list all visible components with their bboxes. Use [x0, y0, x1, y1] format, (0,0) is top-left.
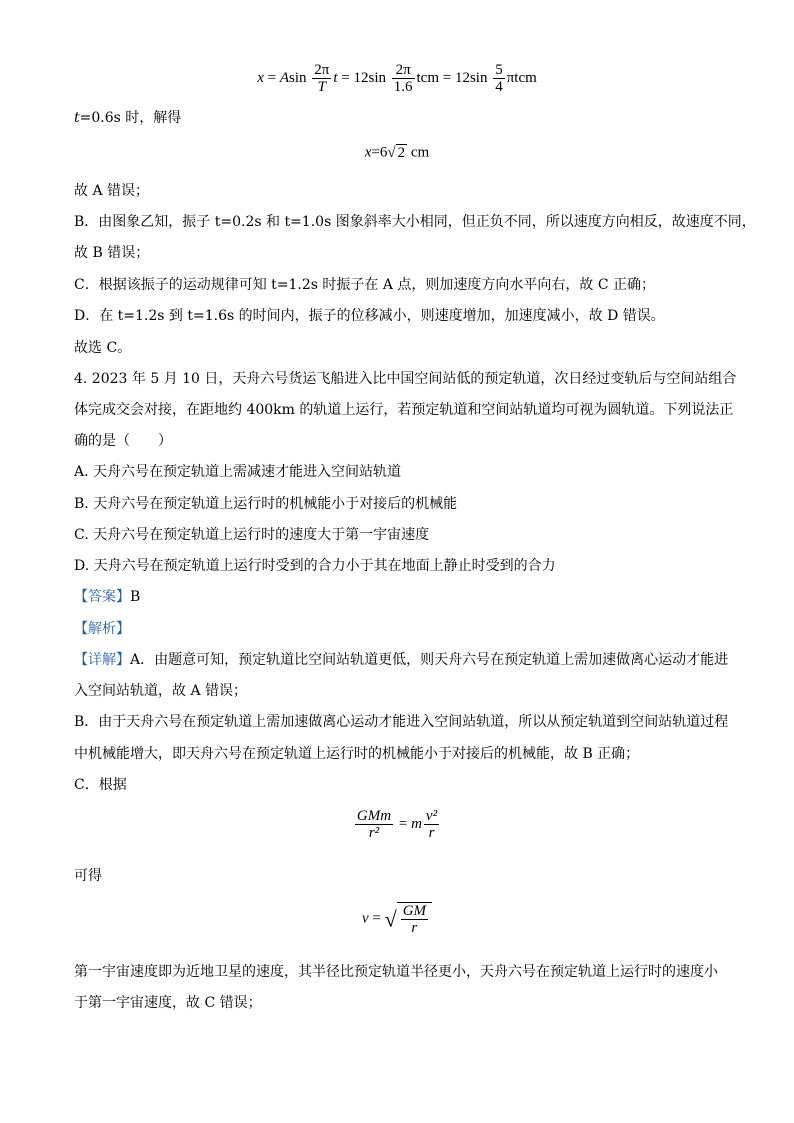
- var-A: A: [279, 69, 289, 86]
- pi-tcm-text: πtcm: [506, 69, 537, 86]
- equals-sign: =: [439, 69, 455, 86]
- detail-text: 中机械能增大，即天舟六号在预定轨道上运行时的机械能小于对接后的机械能，故 B 正确；: [74, 746, 640, 762]
- formula-velocity: [0, 902, 794, 936]
- equals-sign: =: [337, 69, 354, 86]
- sqrt-GM-over-r: √ $\frac{GM}{r}$: [385, 902, 432, 936]
- text-line: C．根据该振子的运动规律可知 t=1.2s 时振子在 A 点，则加速度方向水平向右，故 C 正确；: [74, 277, 656, 293]
- frac-den: r²: [355, 824, 393, 841]
- var-t: t: [74, 110, 80, 126]
- equals-sign: =: [263, 69, 280, 86]
- formula-gravity: [0, 808, 794, 841]
- formula-x-value: [0, 144, 794, 162]
- detail-tag: 【详解】: [74, 652, 130, 668]
- radicand: 2: [397, 145, 406, 161]
- var-t: t: [333, 69, 338, 86]
- frac-num: 5: [495, 62, 503, 78]
- answer-tag: 【答案】: [74, 589, 130, 605]
- option-d: D. 天舟六号在预定轨道上运行时受到的合力小于其在地面上静止时受到的合力: [74, 558, 556, 574]
- fraction-GMm-over-r2: [355, 808, 393, 841]
- text-line: 故选 C。: [74, 340, 132, 356]
- coef-12sin: 12sin: [454, 69, 488, 86]
- equals-sign: =: [395, 815, 412, 832]
- radicand: [397, 902, 432, 936]
- formula-displacement: [0, 62, 794, 95]
- analysis-tag: 【解析】: [74, 621, 130, 637]
- text-line: 故 B 错误；: [74, 245, 150, 261]
- option-b: B. 天舟六号在预定轨道上运行时的机械能小于对接后的机械能: [74, 496, 458, 512]
- frac-num: 2π: [314, 62, 330, 78]
- answer-line: [74, 587, 140, 607]
- frac-num: 2π: [395, 62, 411, 78]
- tcm-text: tcm: [416, 69, 439, 86]
- detail-text: C．根据: [74, 777, 127, 793]
- detail-text: B．由于天舟六号在预定轨道上需加速做离心运动才能进入空间站轨道，所以从预定轨道到空间站轨道过程: [74, 714, 729, 730]
- frac-den: 1.6: [393, 79, 413, 95]
- text-line: B．由图象乙知，振子 t=0.2s 和 t=1.0s 图象斜率大小相同，但正负不同，所以速度方向相反，故速度不同，: [74, 214, 756, 230]
- answer-value: B: [130, 589, 141, 605]
- sqrt-2: √ 2: [387, 145, 406, 161]
- fraction-5-over-4: [493, 62, 505, 95]
- line-text: =0.6s 时，解得: [79, 110, 182, 126]
- frac-den: r: [401, 919, 428, 936]
- text-line: 于第一宇宙速度，故 C 错误；: [74, 995, 262, 1011]
- fraction-GM-over-r: [401, 903, 428, 936]
- question-text: 确的是（ ）: [74, 433, 172, 449]
- question-text: 4. 2023 年 5 月 10 日，天舟六号货运飞船进入比中国空间站低的预定轨道，次日经过变轨后与空间站组合: [74, 371, 737, 387]
- text-line-t06: [74, 108, 181, 128]
- text-line: D．在 t=1.2s 到 t=1.6s 的时间内，振子的位移减小，则速度增加，加速度减小，故 D 错误。: [74, 308, 665, 324]
- fraction-v2-over-r: [424, 808, 439, 841]
- var-v: v: [361, 910, 369, 927]
- frac-num: GMm: [356, 808, 392, 824]
- frac-den: 4: [495, 79, 503, 95]
- frac-den: T: [312, 78, 331, 95]
- var-x: x: [364, 144, 372, 161]
- detail-line: [74, 650, 728, 670]
- equals-sign: =: [368, 910, 385, 927]
- var-m: m: [411, 815, 422, 832]
- detail-text: 入空间站轨道，故 A 错误；: [74, 683, 248, 699]
- option-c: C. 天舟六号在预定轨道上运行时的速度大于第一宇宙速度: [74, 527, 430, 543]
- unit-cm: cm: [407, 144, 430, 161]
- frac-num: v²: [425, 808, 438, 824]
- var-x: x: [257, 69, 264, 86]
- frac-den: r: [424, 824, 439, 841]
- text-line: 故 A 错误；: [74, 183, 150, 199]
- fraction-2pi-over-1.6: [392, 62, 415, 95]
- coef-12sin: 12sin: [353, 69, 386, 86]
- text-line: 可得: [74, 868, 102, 884]
- sin-text: sin: [289, 69, 307, 86]
- detail-text: A．由题意可知，预定轨道比空间站轨道更低，则天舟六号在预定轨道上需加速做离心运动才能进: [130, 652, 729, 668]
- frac-num: GM: [402, 903, 427, 919]
- fraction-2pi-over-T: [312, 62, 331, 95]
- formula-eq: =6: [371, 144, 388, 161]
- text-line: 第一宇宙速度即为近地卫星的速度，其半径比预定轨道半径更小，天舟六号在预定轨道上运行时的速度小: [74, 964, 718, 980]
- question-text: 体完成交会对接，在距地约 400km 的轨道上运行，若预定轨道和空间站轨道均可视为圆轨道。下列说法正: [74, 402, 734, 418]
- option-a: A. 天舟六号在预定轨道上需减速才能进入空间站轨道: [74, 464, 402, 480]
